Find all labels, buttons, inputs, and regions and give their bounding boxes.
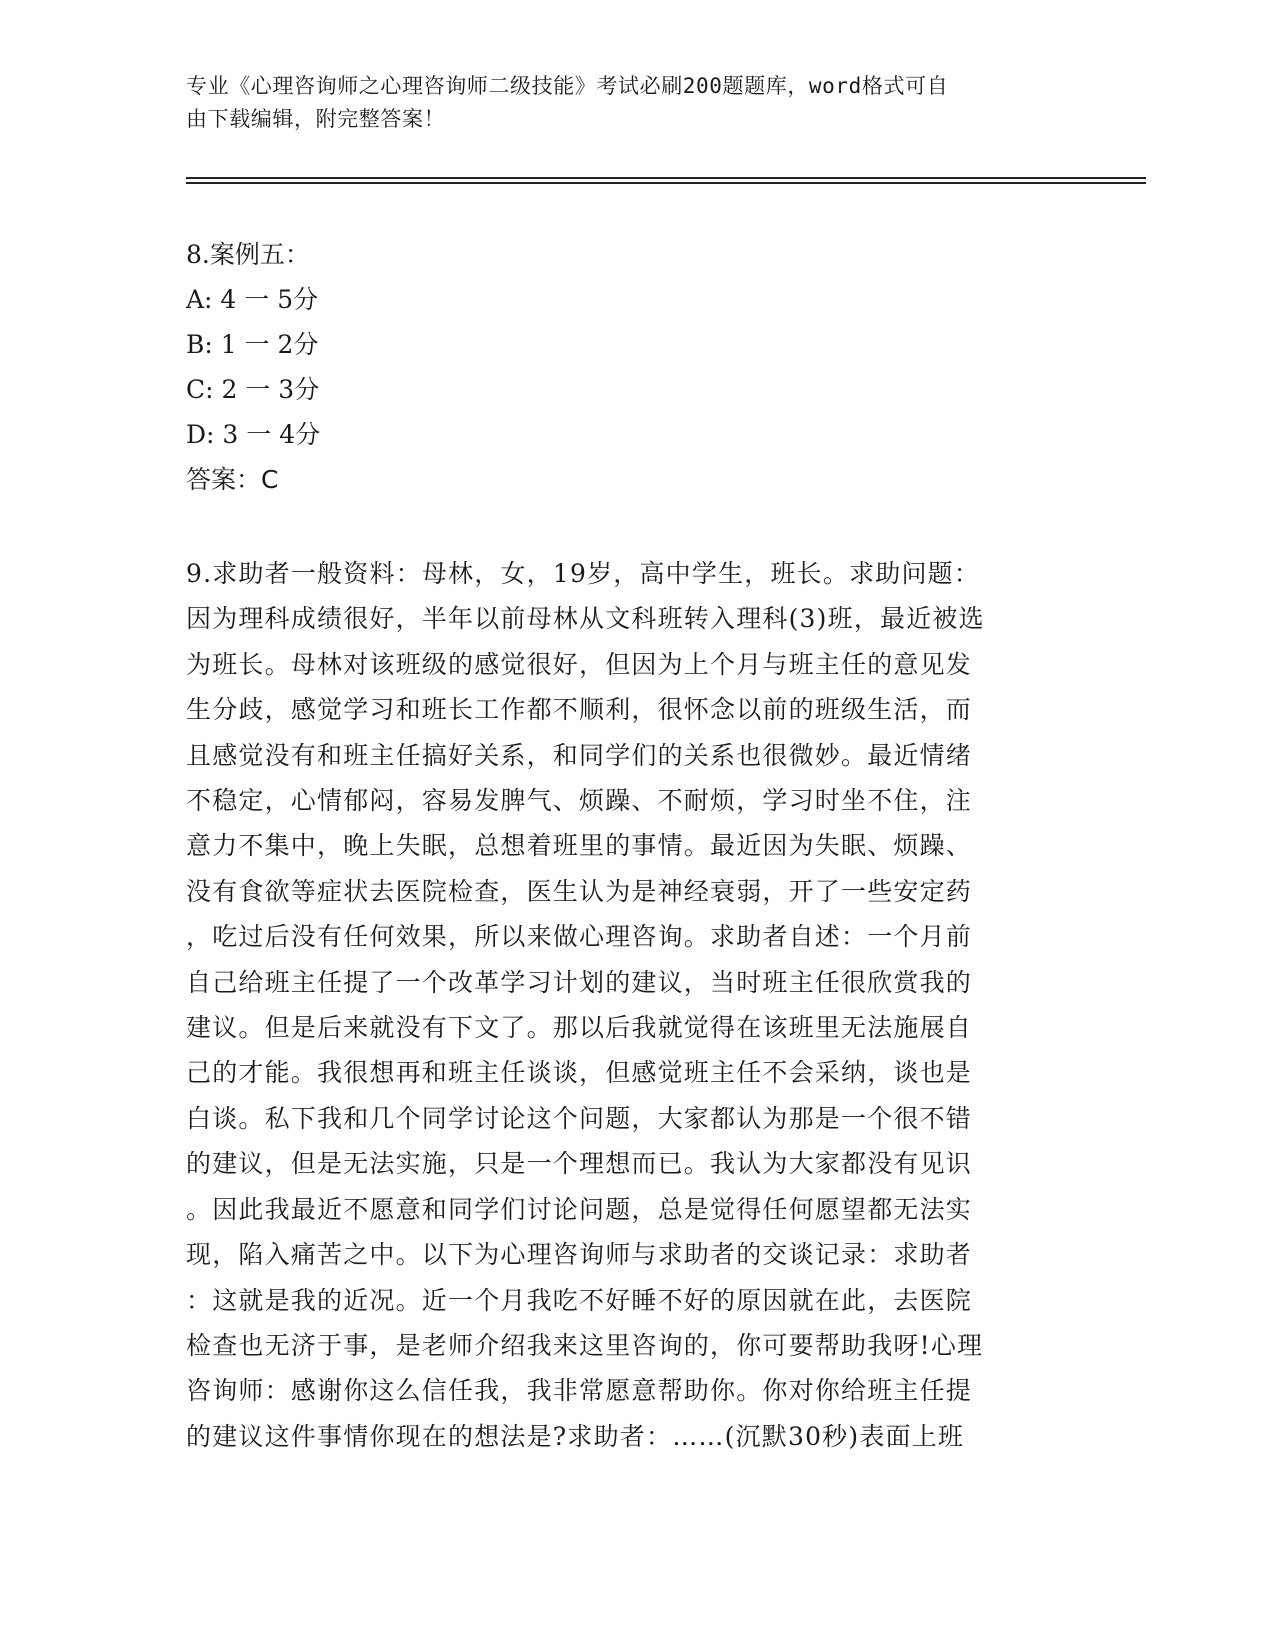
question-8: [186, 232, 320, 502]
question-9-line: 不稳定，心情郁闷，容易发脾气、烦躁、不耐烦，学习时坐不住，注: [186, 786, 973, 816]
question-9-line: ：这就是我的近况。近一个月我吃不好睡不好的原因就在此，去医院: [186, 1285, 973, 1315]
question-9-line: 咨询师：感谢你这么信任我，我非常愿意帮助你。你对你给班主任提: [186, 1376, 973, 1406]
question-9-line: 己的才能。我很想再和班主任谈谈，但感觉班主任不会采纳，谈也是: [186, 1058, 973, 1088]
question-9-line: ，吃过后没有任何效果，所以来做心理咨询。求助者自述：一个月前: [186, 922, 973, 952]
header-line-1: 专业《心理咨询师之心理咨询师二级技能》考试必刷200题题库，word格式可自: [186, 74, 949, 98]
question-9-line: 现，陷入痛苦之中。以下为心理咨询师与求助者的交谈记录：求助者: [186, 1240, 973, 1270]
question-8-title: 8.案例五：: [186, 240, 310, 269]
question-9-line: 9.求助者一般资料：母林，女，19岁，高中学生，班长。求助问题：: [186, 559, 981, 588]
header-line-2: 由下载编辑，附完整答案！: [186, 107, 446, 131]
header-divider-top: [186, 177, 1146, 179]
question-9-line: 。因此我最近不愿意和同学们讨论问题，总是觉得任何愿望都无法实: [186, 1194, 973, 1224]
question-8-answer: 答案：C: [186, 465, 279, 494]
question-9-line: 检查也无济于事，是老师介绍我来这里咨询的，你可要帮助我呀!心理: [186, 1330, 984, 1360]
question-9-line: 因为理科成绩很好，半年以前母林从文科班转入理科(3)班，最近被选: [186, 604, 985, 634]
question-9-line: 建议。但是后来就没有下文了。那以后我就觉得在该班里无法施展自: [186, 1013, 973, 1043]
option-d: D: 3 一 4分: [186, 420, 321, 449]
document-header: [186, 70, 1066, 136]
question-9-line: 没有食欲等症状去医院检查，医生认为是神经衰弱，开了一些安定药: [186, 876, 973, 906]
question-9-line: 为班长。母林对该班级的感觉很好，但因为上个月与班主任的意见发: [186, 649, 973, 679]
header-divider-bottom: [186, 182, 1146, 184]
question-9-line: 生分歧，感觉学习和班长工作都不顺利，很怀念以前的班级生活，而: [186, 695, 973, 725]
question-9-line: 白谈。私下我和几个同学讨论这个问题，大家都认为那是一个很不错: [186, 1103, 973, 1133]
option-a: A: 4 一 5分: [186, 285, 319, 314]
option-b: B: 1 一 2分: [186, 330, 319, 359]
question-9-line: 自己给班主任提了一个改革学习计划的建议，当时班主任很欣赏我的: [186, 967, 973, 997]
question-9-line: 且感觉没有和班主任搞好关系，和同学们的关系也很微妙。最近情绪: [186, 740, 973, 770]
question-9-line: 意力不集中，晚上失眠，总想着班里的事情。最近因为失眠、烦躁、: [186, 831, 973, 861]
question-9: [186, 551, 1066, 1459]
question-9-line: 的建议这件事情你现在的想法是?求助者：……(沉默30秒)表面上班: [186, 1421, 965, 1451]
question-9-line: 的建议，但是无法实施，只是一个理想而已。我认为大家都没有见识: [186, 1149, 973, 1179]
option-c: C: 2 一 3分: [186, 375, 320, 404]
